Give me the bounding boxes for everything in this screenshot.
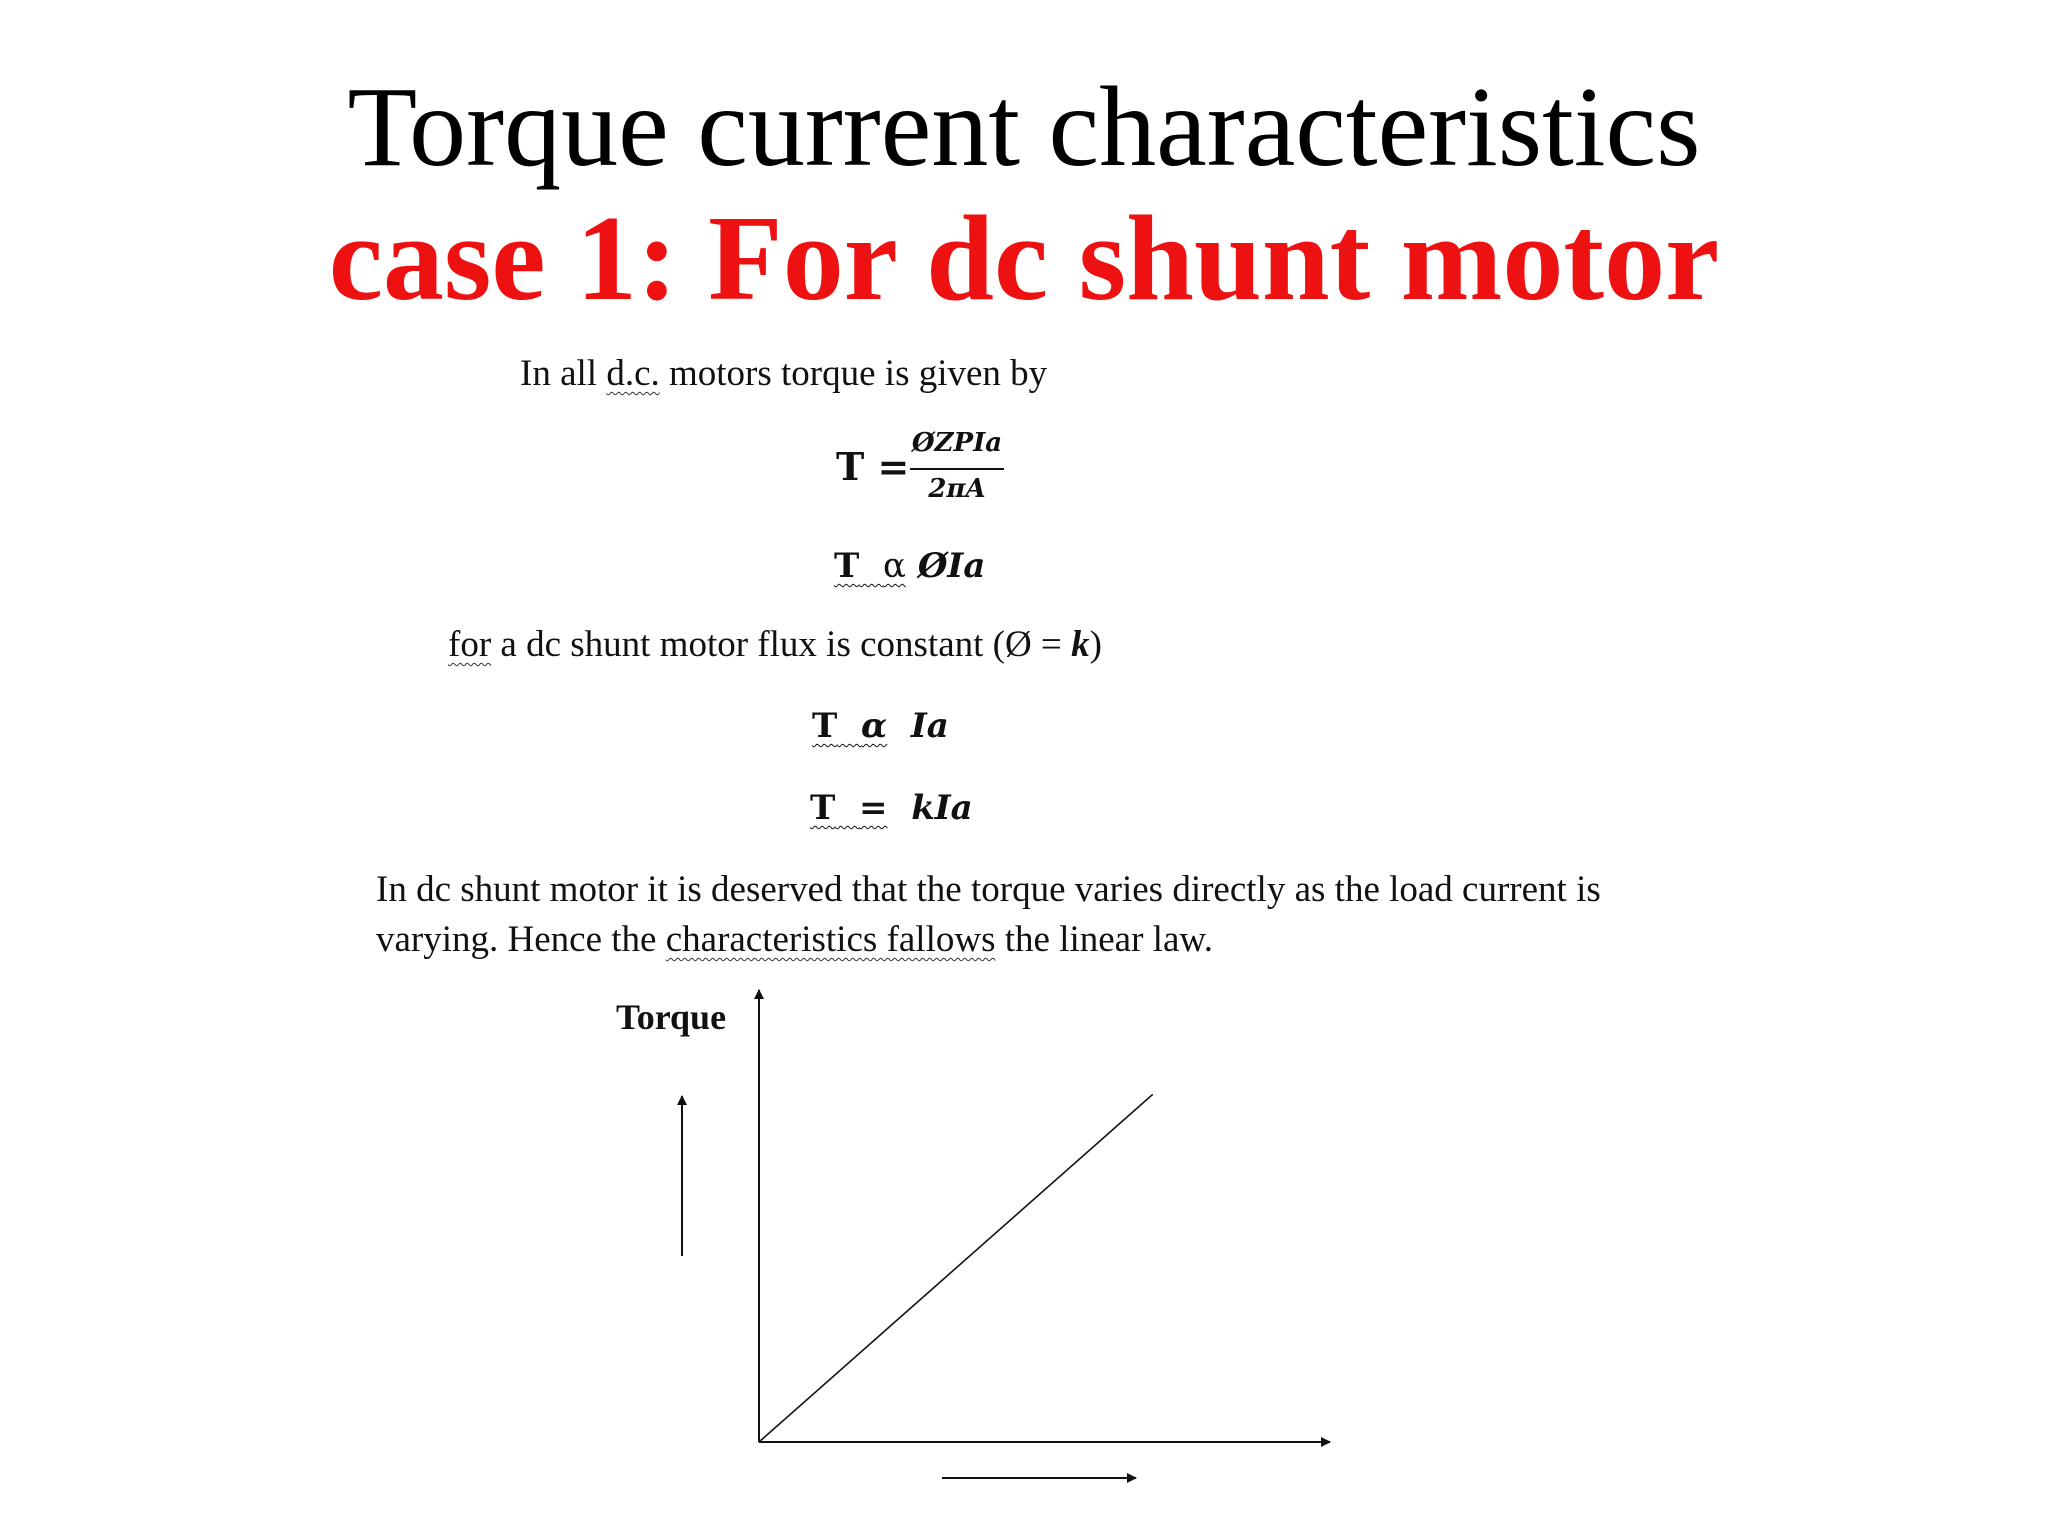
intro-pre: In all bbox=[520, 353, 607, 394]
torque-line-segment bbox=[759, 1094, 1153, 1442]
intro-abbrev: d.c. bbox=[606, 353, 660, 394]
eq4-t: T bbox=[810, 788, 836, 828]
eq2-t: T bbox=[834, 546, 860, 586]
intro-post: motors torque is given by bbox=[659, 353, 1048, 394]
eq4-equals: = bbox=[859, 788, 888, 828]
flux-pre-word: for bbox=[448, 624, 492, 665]
eq3-alpha: α bbox=[861, 706, 888, 746]
para-line-2-squig: characteristics fallows bbox=[665, 919, 996, 960]
slide-subtitle: case 1: For dc shunt motor bbox=[328, 191, 1720, 326]
flux-k: k bbox=[1071, 624, 1090, 665]
eq3-rhs: Ia bbox=[910, 706, 949, 746]
eq2-alpha: α bbox=[883, 546, 906, 586]
y-axis-label: Torque bbox=[616, 997, 727, 1037]
eq1-denominator-text: 2πA bbox=[928, 474, 986, 504]
para-line-2-pre: varying. Hence the bbox=[376, 919, 666, 960]
graph-root bbox=[682, 990, 1330, 1478]
eq1-numerator-text: ØZPIa bbox=[911, 428, 1003, 458]
eq4-rhs: kIa bbox=[911, 788, 973, 828]
flux-text: a dc shunt motor flux is constant (Ø = bbox=[491, 624, 1072, 665]
eq3-t: T bbox=[812, 706, 838, 746]
eq2-rhs: ØIa bbox=[917, 546, 986, 586]
slide-title: Torque current characteristics bbox=[347, 63, 1701, 190]
flux-close: ) bbox=[1089, 624, 1102, 665]
eq1-lhs: T = bbox=[836, 444, 910, 489]
para-line-1: In dc shunt motor it is deserved that the torque varies directly as the load current is bbox=[376, 869, 1601, 910]
para-line-2-post: the linear law. bbox=[995, 919, 1213, 960]
